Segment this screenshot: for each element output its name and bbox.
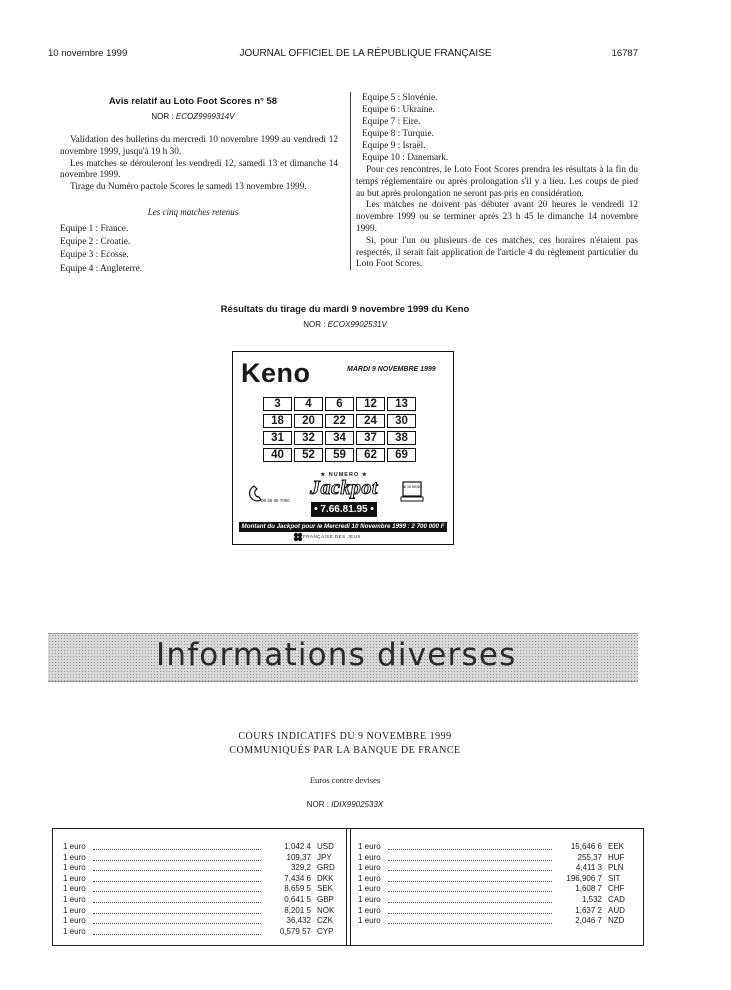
- currency-value: 36,432: [286, 916, 311, 926]
- loto-title: Avis relatif au Loto Foot Scores n° 58: [108, 96, 278, 107]
- team-line: Equipe 8 : Turquie.: [362, 129, 434, 139]
- jackpot-amount-bar: Montant du Jackpot pour le Mercredi 10 Novembre 1999 : 2 700 000 F: [239, 522, 447, 532]
- currency-row: [63, 842, 339, 853]
- currency-code: NOK: [317, 905, 335, 915]
- team-line: Equipe 7 : Eire.: [362, 117, 421, 127]
- currency-label: 1 euro: [63, 905, 86, 915]
- keno-number: 34: [325, 431, 354, 445]
- currency-row: [358, 853, 630, 864]
- currency-row: [63, 906, 339, 917]
- team-line: Equipe 10 : Danemark.: [362, 153, 449, 163]
- team-line: Equipe 5 : Slovénie.: [362, 93, 438, 103]
- currency-label: 1 euro: [63, 916, 86, 926]
- currency-row: [63, 895, 339, 906]
- banner-title: Informations diverses: [156, 637, 517, 673]
- phone-number: 08 36 65 7000: [261, 498, 290, 503]
- loto-p5: Les matches ne doivent pas débuter avant 20 heures le vendredi 12 novembre 1999 ou se terminer après 23 h 45 le dimanche 14 novembre 1999.: [356, 200, 638, 234]
- team-line: Equipe 9 : Israël.: [362, 141, 426, 151]
- keno-number: 69: [387, 448, 416, 462]
- currency-code: CHF: [608, 884, 625, 894]
- header-date: 10 novembre 1999: [48, 48, 128, 59]
- currency-label: 1 euro: [63, 842, 86, 851]
- currency-code: NZD: [608, 916, 625, 926]
- keno-number: 6: [325, 397, 354, 411]
- column-separator: [350, 92, 351, 270]
- currency-label: 1 euro: [63, 863, 86, 873]
- currency-code: JPY: [317, 852, 332, 862]
- cours-line1: COURS INDICATIFS DU 9 NOVEMBRE 1999: [238, 731, 452, 742]
- currency-label: 1 euro: [358, 863, 381, 873]
- loto-p4: Pour ces rencontres, le Loto Foot Scores prendra les résultats à la fin du temps réglementaire ou après prolongation s'il y a lieu. Les coups de pied au but après prolongation ne seront pas pris en considération.: [356, 165, 638, 199]
- leader-dots: [93, 881, 261, 882]
- currency-row: [63, 884, 339, 895]
- currency-row: [63, 863, 339, 874]
- leader-dots: [93, 870, 261, 871]
- currency-code: GRD: [317, 863, 335, 873]
- leader-dots: [388, 860, 552, 861]
- keno-number: 52: [294, 448, 323, 462]
- jackpot-word: Jackpot: [310, 477, 378, 499]
- keno-logo: Keno: [241, 358, 311, 388]
- currency-value: 255,37: [577, 852, 602, 862]
- keno-number: 38: [387, 431, 416, 445]
- nor-label: NOR :: [303, 320, 326, 329]
- jackpot-label: ★ NUMERO ★: [320, 472, 368, 478]
- team-line: Equipe 6 : Ukraine.: [362, 105, 435, 115]
- currency-label: 1 euro: [358, 905, 381, 915]
- table-divider: [346, 829, 351, 945]
- currency-value: 329,2: [290, 863, 311, 873]
- keno-number: 37: [356, 431, 385, 445]
- loto-p3: Tirage du Numéro pactole Scores le samedi 13 novembre 1999.: [70, 182, 307, 193]
- loto-paragraphs: [60, 135, 338, 194]
- currency-code: CAD: [608, 895, 625, 904]
- keno-number: 30: [387, 414, 416, 428]
- leader-dots: [93, 902, 261, 903]
- currency-code: PLN: [608, 863, 624, 873]
- keno-title: Résultats du tirage du mardi 9 novembre 1999 du Keno: [220, 304, 470, 315]
- currency-label: 1 euro: [63, 895, 86, 904]
- currency-label: 1 euro: [358, 873, 381, 883]
- clover-icon: [293, 532, 303, 542]
- jackpot-number: • 7.66.81.95 •: [311, 502, 377, 517]
- currency-value: 0,579 57: [279, 926, 311, 936]
- leader-dots: [388, 923, 552, 924]
- team-line: Equipe 3 : Ecosse.: [60, 250, 129, 261]
- keno-number-grid: [263, 397, 419, 462]
- currency-label: 1 euro: [63, 873, 86, 883]
- svg-text:36 15 KENO: 36 15 KENO: [402, 485, 422, 489]
- currency-code: EEK: [608, 842, 625, 851]
- currency-row: [358, 842, 630, 853]
- keno-number: 13: [387, 397, 416, 411]
- currency-value: 4,411 3: [575, 863, 602, 873]
- currency-value: 109,37: [286, 852, 311, 862]
- team-line: Equipe 2 : Croatie.: [60, 237, 131, 248]
- currency-row: [63, 853, 339, 864]
- currency-code: USD: [317, 842, 334, 851]
- keno-number: 59: [325, 448, 354, 462]
- currency-row: [358, 874, 630, 885]
- currency-value: 1,608 7: [575, 884, 602, 894]
- cours-nor: [0, 800, 690, 809]
- currency-row: [63, 927, 339, 938]
- keno-number: 40: [263, 448, 292, 462]
- leader-dots: [388, 881, 552, 882]
- currency-code: SEK: [317, 884, 334, 894]
- currency-label: 1 euro: [63, 884, 86, 894]
- keno-number: 18: [263, 414, 292, 428]
- currency-label: 1 euro: [358, 842, 381, 851]
- keno-number: 62: [356, 448, 385, 462]
- currency-label: 1 euro: [63, 926, 86, 936]
- currency-code: SIT: [608, 873, 621, 883]
- leader-dots: [388, 891, 552, 892]
- keno-ticket: [232, 351, 454, 545]
- leader-dots: [388, 902, 552, 903]
- loto-subtitle: Les cinq matches retenus: [147, 207, 239, 217]
- keno-nor: [0, 320, 690, 329]
- currency-row: [358, 863, 630, 874]
- keno-date: MARDI 9 NOVEMBRE 1999: [347, 366, 436, 373]
- currency-row: [358, 916, 630, 927]
- currency-code: CYP: [317, 926, 334, 936]
- leader-dots: [388, 849, 552, 850]
- leader-dots: [93, 934, 261, 935]
- currency-row: [63, 916, 339, 927]
- currency-value: 8,659 5: [284, 884, 311, 894]
- currency-label: 1 euro: [358, 852, 381, 862]
- leader-dots: [388, 913, 552, 914]
- currency-value: 1,532: [581, 895, 602, 904]
- loto-nor: [48, 112, 338, 121]
- currency-label: 1 euro: [63, 852, 86, 862]
- teams-right: [362, 92, 448, 164]
- keno-number: 22: [325, 414, 354, 428]
- currency-code: HUF: [608, 852, 625, 862]
- leader-dots: [388, 870, 552, 871]
- nor-label: NOR :: [306, 800, 329, 809]
- keno-number: 32: [294, 431, 323, 445]
- currency-value: 8,201 5: [284, 905, 311, 915]
- team-line: Equipe 1 : France.: [60, 224, 129, 234]
- currency-code: DKK: [317, 873, 334, 883]
- currency-row: [63, 874, 339, 885]
- currency-row: [358, 906, 630, 917]
- currency-value: 1,042 4: [284, 842, 311, 851]
- leader-dots: [93, 891, 261, 892]
- currency-value: 7,434 6: [284, 873, 311, 883]
- currency-row: [358, 884, 630, 895]
- currency-value: 2,046 7: [575, 916, 602, 926]
- loto-p2: Les matches se dérouleront les vendredi 12, samedi 13 et dimanche 14 novembre 1999.: [60, 158, 338, 181]
- currency-value: 0,641 5: [284, 895, 311, 904]
- journal-title: JOURNAL OFFICIEL DE LA RÉPUBLIQUE FRANÇAISE: [239, 48, 492, 59]
- teams-left: [60, 223, 142, 276]
- nor-code: ECOZ9999314V: [175, 112, 235, 121]
- jackpot-block: [307, 472, 381, 520]
- currency-code: AUD: [608, 905, 625, 915]
- page-number: 16787: [611, 48, 638, 59]
- team-line: Equipe 4 : Angleterre.: [60, 263, 143, 274]
- cours-subtitle: Euros contre devises: [309, 775, 381, 785]
- keno-number: 31: [263, 431, 292, 445]
- loto-p6: Si, pour l'un ou plusieurs de ces matches, ces horaires n'étaient pas respectés, il serait fait application de l'article 4 du règlement particulier du Loto Foot Scores.: [356, 235, 638, 270]
- loto-p1: Validation des bulletins du mercredi 10 novembre 1999 au vendredi 12 novembre 1999, jusqu'à 19 h 30.: [60, 135, 338, 157]
- nor-label: NOR :: [151, 112, 174, 121]
- nor-code: IDIX9902533X: [331, 800, 384, 809]
- currency-code: CZK: [317, 916, 333, 926]
- keno-number: 20: [294, 414, 323, 428]
- keno-number: 3: [263, 397, 292, 411]
- currency-row: [358, 895, 630, 906]
- currency-table: [52, 828, 644, 946]
- cours-line2: COMMUNIQUÉS PAR LA BANQUE DE FRANCE: [229, 745, 461, 756]
- section-banner: [48, 633, 638, 682]
- currency-code: GBP: [317, 895, 334, 904]
- leader-dots: [93, 923, 261, 924]
- currency-label: 1 euro: [358, 916, 381, 926]
- currency-value: 196,906 7: [566, 873, 602, 883]
- fdj-logo: FRANÇAISE DES JEUX: [303, 534, 362, 539]
- keno-number: 24: [356, 414, 385, 428]
- currency-value: 15,646 6: [570, 842, 602, 851]
- currency-label: 1 euro: [358, 895, 381, 904]
- currency-label: 1 euro: [358, 884, 381, 894]
- currency-value: 1,637 2: [575, 905, 602, 915]
- minitel-icon: [399, 480, 427, 504]
- keno-number: 4: [294, 397, 323, 411]
- leader-dots: [93, 860, 261, 861]
- loto-rules: [356, 165, 638, 271]
- nor-code: ECOX9902531V: [327, 320, 387, 329]
- keno-number: 12: [356, 397, 385, 411]
- leader-dots: [93, 913, 261, 914]
- leader-dots: [93, 849, 261, 850]
